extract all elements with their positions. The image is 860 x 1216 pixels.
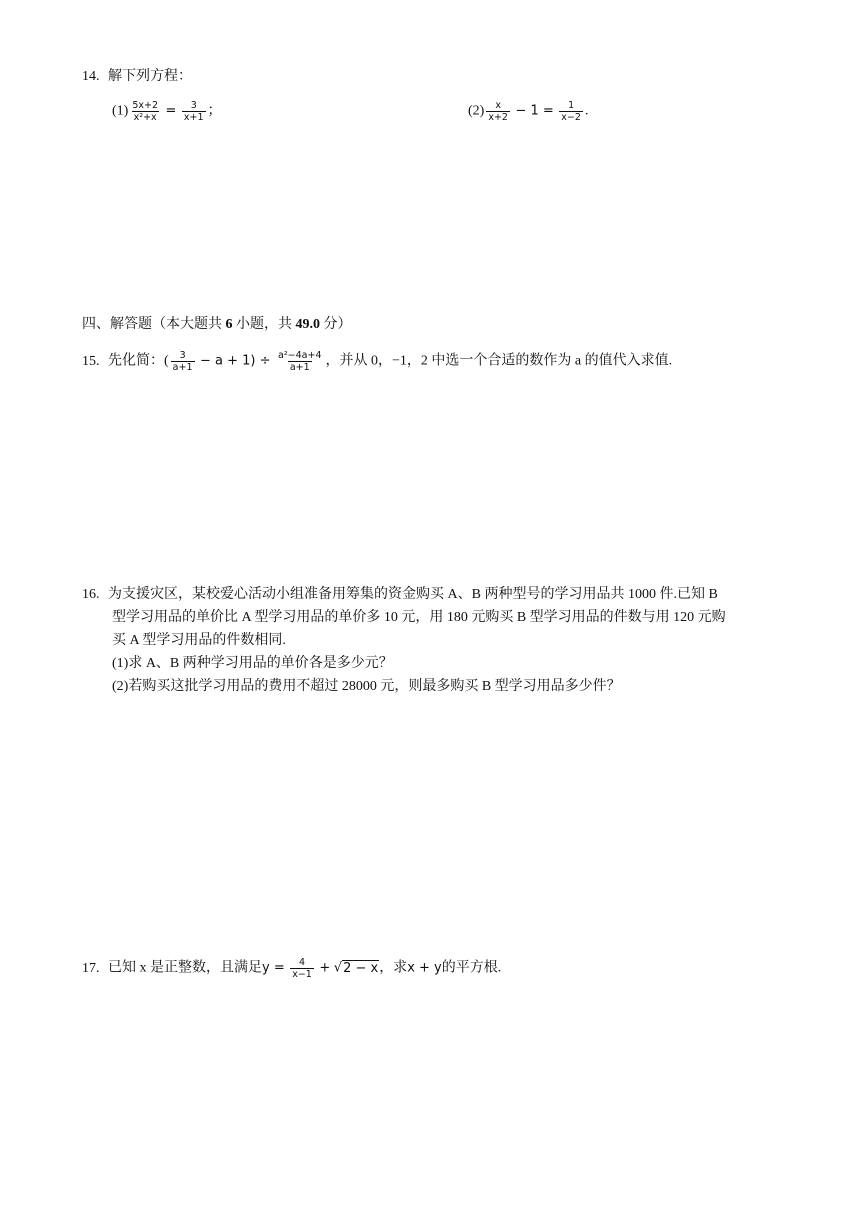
fraction: $\frac{4}{x-1}$ [292, 957, 312, 980]
section-heading: 四、解答题（本大题共 6 小题，共 49.0 分） [82, 317, 352, 332]
question-number: 16. [82, 587, 100, 602]
fraction: $\frac{5x+2}{\text{x²+x}}$ [132, 100, 158, 123]
equation-2: (2) $\frac{x}{x+2}$ − 1 = $\frac{1}{x-2}$ . [468, 100, 589, 123]
equation-1: (1) $\frac{5x+2}{\text{x²+x}}$ = $\frac{3}{x+1}$ ； [112, 100, 222, 123]
sub-question-1: (1)求 A、B 两种学习用品的单价各是多少元？ [112, 656, 393, 671]
question-number: 14. [82, 69, 100, 84]
sub-question-2: (2)若购买这批学习用品的费用不超过 28000 元，则最多购买 B 型学习用品多少件？ [112, 679, 621, 694]
fraction: $\frac{\text{a²−4a+4}}{a+1}$ [278, 350, 322, 373]
question-16-line-3: 买 A 型学习用品的件数相同. [112, 633, 286, 648]
fraction: $\frac{x}{x+2}$ [488, 100, 508, 123]
square-root: √2 − x [333, 960, 379, 976]
question-15: 15. 先化简：( $\frac{3}{a+1}$ − a + 1) ÷ $\frac{\text{a²−4a+4}}{a+1}$ ，并从 0，−1，2 中选一个合适的数作为 a 的值代入求值. [82, 350, 673, 373]
question-16-line-1: 16. 为支援灾区，某校爱心活动小组准备用筹集的资金购买 A、B 两种型号的学习用品共 1000 件.已知 B [82, 585, 718, 605]
fraction: $\frac{3}{x+1}$ [183, 100, 204, 123]
question-prompt: 解下列方程： [108, 69, 192, 84]
fraction: $\frac{3}{a+1}$ [172, 350, 193, 373]
question-17: 17. 已知 x 是正整数，且满足y = $\frac{4}{x-1}$ + √2 − x，求x + y的平方根. [82, 957, 502, 980]
question-number: 17. [82, 960, 100, 976]
question-16-line-2: 型学习用品的单价比 A 型学习用品的单价多 10 元，用 180 元购买 B 型学习用品的件数与用 120 元购 [112, 610, 726, 625]
question-number: 15. [82, 353, 100, 369]
question-14-header [82, 67, 192, 87]
fraction: $\frac{1}{x-2}$ [561, 100, 581, 123]
